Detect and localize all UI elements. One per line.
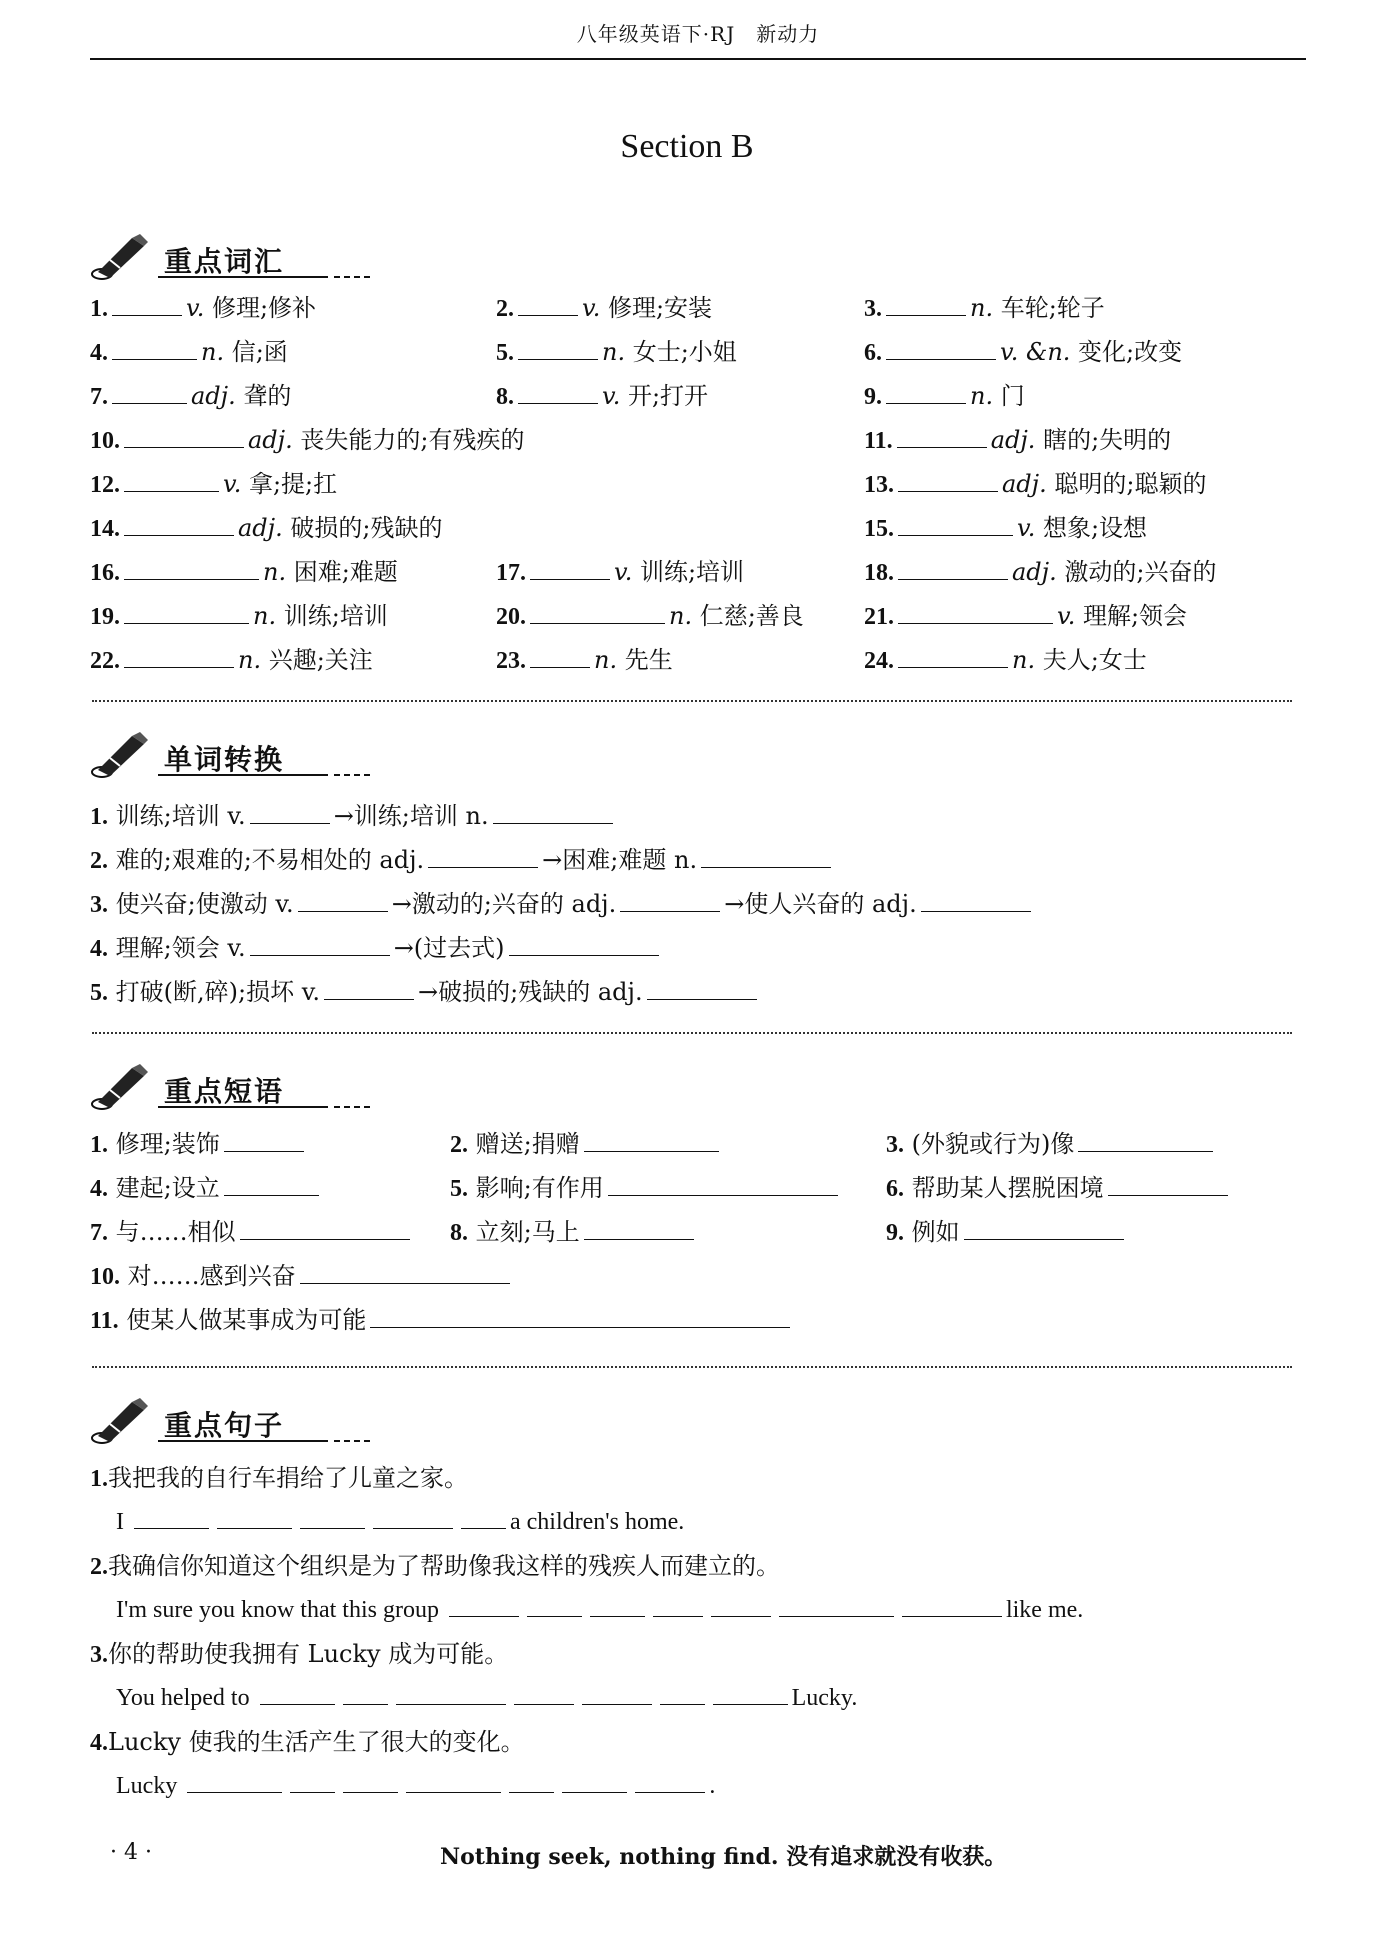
sentence-tail: like me.	[1005, 1597, 1084, 1623]
heading-underline-dashed	[334, 1106, 370, 1108]
answer-blank[interactable]	[530, 645, 590, 668]
sentence-blank[interactable]	[509, 1770, 554, 1793]
phrase-meaning: 影响;有作用	[468, 1174, 604, 1202]
sentence-english	[116, 1682, 857, 1714]
part-of-speech: v.	[614, 558, 633, 586]
part-of-speech: n.	[594, 646, 618, 674]
answer-blank[interactable]	[530, 557, 610, 580]
running-header: 八年级英语下·RJ 新动力	[576, 22, 820, 46]
part-of-speech: v.	[582, 294, 601, 322]
item-number: 23.	[496, 648, 526, 674]
section-heading-sentences	[88, 1396, 388, 1446]
part-of-speech: adj.	[238, 514, 283, 542]
pencil-icon	[88, 232, 158, 282]
item-number: 4.	[90, 1176, 108, 1202]
sentence-blank[interactable]	[713, 1682, 788, 1705]
part-of-speech: n.	[1012, 646, 1036, 674]
section-label: 重点短语	[164, 1075, 285, 1108]
item-number: 21.	[864, 604, 894, 630]
heading-underline	[158, 1440, 328, 1442]
sentence-english	[116, 1506, 684, 1538]
part-of-speech: n.	[201, 338, 225, 366]
vocab-item	[864, 556, 1216, 589]
phrase-meaning: (外貌或行为)像	[904, 1130, 1075, 1158]
item-number: 7.	[90, 1220, 108, 1246]
vocab-item	[496, 600, 804, 633]
answer-blank[interactable]	[897, 425, 987, 448]
answer-blank[interactable]	[124, 425, 244, 448]
sentence-chinese	[90, 1638, 508, 1671]
item-meaning: 车轮;轮子	[993, 294, 1105, 322]
item-meaning: 困难;难题	[286, 558, 398, 586]
conversion-source: 难的;艰难的;不易相处的 adj.	[108, 846, 425, 874]
page-number: · 4 ·	[110, 1840, 152, 1865]
footer-motto: Nothing seek, nothing find. 没有追求就没有收获。	[440, 1844, 1007, 1870]
vocab-item	[864, 644, 1147, 677]
sentence-blank[interactable]	[187, 1770, 282, 1793]
part-of-speech: adj.	[191, 382, 236, 410]
conversion-item	[90, 844, 835, 877]
item-number: 8.	[496, 384, 514, 410]
answer-blank[interactable]	[620, 889, 720, 912]
phrase-item	[90, 1172, 323, 1205]
vocab-item	[90, 292, 316, 325]
answer-blank[interactable]	[886, 293, 966, 316]
item-number: 9.	[886, 1220, 904, 1246]
phrase-meaning: 立刻;马上	[468, 1218, 580, 1246]
part-of-speech: v.	[602, 382, 621, 410]
answer-blank[interactable]	[493, 801, 613, 824]
answer-blank[interactable]	[124, 601, 249, 624]
section-title: Section B	[620, 128, 754, 165]
answer-blank[interactable]	[224, 1173, 319, 1196]
item-number: 5.	[450, 1176, 468, 1202]
item-meaning: 理解;领会	[1075, 602, 1188, 630]
sentence-blank[interactable]	[260, 1682, 335, 1705]
sentence-tail: a children's home.	[510, 1509, 685, 1535]
item-number: 14.	[90, 516, 120, 542]
section-label: 重点句子	[164, 1409, 285, 1442]
item-meaning: 先生	[617, 646, 673, 674]
item-meaning: 丧失能力的;有残疾的	[292, 426, 525, 454]
answer-blank[interactable]	[921, 889, 1031, 912]
vocab-item	[90, 644, 373, 677]
item-meaning: 聋的	[235, 382, 292, 410]
phrase-meaning: 帮助某人摆脱困境	[904, 1174, 1104, 1202]
item-number: 13.	[864, 472, 894, 498]
vocab-item	[90, 336, 288, 369]
conversion-item	[90, 800, 617, 833]
conversion-source: 使兴奋;使激动 v.	[108, 890, 294, 918]
answer-blank[interactable]	[428, 845, 538, 868]
sentence-tail: .	[709, 1773, 716, 1799]
answer-blank[interactable]	[584, 1129, 719, 1152]
sentence-prompt: 我把我的自行车捐给了儿童之家。	[108, 1464, 468, 1492]
item-number: 6.	[864, 340, 882, 366]
phrase-meaning: 建起;设立	[108, 1174, 220, 1202]
part-of-speech: n.	[970, 294, 994, 322]
section-heading-conversion	[88, 730, 388, 780]
sentence-blank[interactable]	[406, 1770, 501, 1793]
item-meaning: 想象;设想	[1035, 514, 1148, 542]
item-number: 2.	[90, 848, 108, 874]
part-of-speech: adj.	[248, 426, 293, 454]
answer-blank[interactable]	[647, 977, 757, 1000]
item-number: 5.	[90, 980, 108, 1006]
conversion-target: →困难;难题 n.	[542, 846, 698, 874]
item-number: 20.	[496, 604, 526, 630]
answer-blank[interactable]	[964, 1217, 1124, 1240]
item-number: 11.	[864, 428, 893, 454]
item-meaning: 修理;安装	[600, 294, 713, 322]
part-of-speech: adj.	[990, 426, 1036, 454]
item-number: 24.	[864, 648, 894, 674]
phrase-meaning: 修理;装饰	[108, 1130, 220, 1158]
item-number: 10.	[90, 428, 120, 454]
item-number: 7.	[90, 384, 108, 410]
sentence-blank[interactable]	[660, 1682, 705, 1705]
item-meaning: 开;打开	[620, 382, 709, 410]
answer-blank[interactable]	[886, 337, 996, 360]
item-meaning: 破损的;残缺的	[282, 514, 443, 542]
sentence-chinese	[90, 1462, 468, 1495]
item-number: 3.	[90, 1642, 108, 1668]
phrase-item	[90, 1216, 414, 1249]
item-number: 1.	[90, 296, 108, 322]
answer-blank[interactable]	[124, 513, 234, 536]
item-number: 1.	[90, 1466, 108, 1492]
part-of-speech: v.	[223, 470, 242, 498]
item-number: 18.	[864, 560, 894, 586]
vocab-item	[864, 424, 1171, 457]
sentence-lead: I	[116, 1509, 130, 1535]
part-of-speech: v.	[1057, 602, 1076, 630]
phrase-item	[450, 1216, 698, 1249]
item-meaning: 女士;小姐	[625, 338, 737, 366]
item-number: 4.	[90, 1730, 108, 1756]
header-rule	[90, 58, 1306, 60]
sentence-english	[116, 1594, 1083, 1626]
section-heading-vocab	[88, 232, 388, 282]
item-meaning: 激动的;兴奋的	[1056, 558, 1217, 586]
sentence-blank[interactable]	[779, 1594, 894, 1617]
item-number: 15.	[864, 516, 894, 542]
item-number: 16.	[90, 560, 120, 586]
vocab-item	[90, 468, 337, 501]
sentence-lead: You helped to	[116, 1685, 256, 1711]
answer-blank[interactable]	[124, 645, 234, 668]
item-meaning: 瞎的;失明的	[1035, 426, 1172, 454]
item-number: 12.	[90, 472, 120, 498]
vocab-item	[864, 512, 1147, 545]
answer-blank[interactable]	[250, 933, 390, 956]
item-number: 8.	[450, 1220, 468, 1246]
item-meaning: 聪明的;聪颖的	[1046, 470, 1207, 498]
answer-blank[interactable]	[898, 601, 1053, 624]
answer-blank[interactable]	[124, 557, 259, 580]
sentence-blank[interactable]	[134, 1506, 209, 1529]
answer-blank[interactable]	[112, 337, 197, 360]
answer-blank[interactable]	[250, 801, 330, 824]
vocab-item	[864, 336, 1182, 369]
answer-blank[interactable]	[298, 889, 388, 912]
answer-blank[interactable]	[518, 381, 598, 404]
vocab-item	[90, 556, 398, 589]
sentence-blank[interactable]	[590, 1594, 645, 1617]
answer-blank[interactable]	[898, 645, 1008, 668]
answer-blank[interactable]	[240, 1217, 410, 1240]
heading-underline	[158, 1106, 328, 1108]
item-number: 1.	[90, 1132, 108, 1158]
answer-blank[interactable]	[898, 513, 1013, 536]
conversion-item	[90, 932, 663, 965]
dotted-divider	[92, 700, 1292, 702]
item-number: 2.	[496, 296, 514, 322]
phrase-item	[886, 1172, 1232, 1205]
sentence-blank[interactable]	[653, 1594, 703, 1617]
phrase-item	[886, 1128, 1217, 1161]
sentence-english	[116, 1770, 715, 1802]
answer-blank[interactable]	[518, 337, 598, 360]
vocab-item	[90, 512, 442, 545]
conversion-source: 理解;领会 v.	[108, 934, 246, 962]
dotted-divider	[92, 1366, 1292, 1368]
vocab-item	[496, 644, 673, 677]
sentence-blank[interactable]	[217, 1506, 292, 1529]
answer-blank[interactable]	[112, 381, 187, 404]
sentence-blank[interactable]	[527, 1594, 582, 1617]
item-meaning: 仁慈;善良	[692, 602, 804, 630]
item-number: 5.	[496, 340, 514, 366]
part-of-speech: adj.	[1002, 470, 1047, 498]
conversion-target: →激动的;兴奋的 adj.	[391, 890, 617, 918]
item-meaning: 信;函	[224, 338, 288, 366]
phrase-meaning: 赠送;捐赠	[468, 1130, 580, 1158]
sentence-blank[interactable]	[582, 1682, 652, 1705]
conversion-target: →(过去式)	[393, 934, 505, 962]
sentence-prompt: 我确信你知道这个组织是为了帮助像我这样的残疾人而建立的。	[108, 1552, 780, 1580]
answer-blank[interactable]	[608, 1173, 838, 1196]
answer-blank[interactable]	[124, 469, 219, 492]
answer-blank[interactable]	[1078, 1129, 1213, 1152]
section-label: 单词转换	[164, 743, 285, 776]
conversion-item	[90, 976, 761, 1009]
phrase-item	[450, 1172, 842, 1205]
phrase-meaning: 例如	[904, 1218, 960, 1246]
sentence-blank[interactable]	[514, 1682, 574, 1705]
vocab-item	[90, 380, 291, 413]
conversion-target-2: →使人兴奋的 adj.	[724, 890, 917, 918]
item-number: 22.	[90, 648, 120, 674]
sentence-blank[interactable]	[396, 1682, 506, 1705]
item-number: 2.	[450, 1132, 468, 1158]
sentence-blank[interactable]	[461, 1506, 506, 1529]
vocab-item	[864, 468, 1206, 501]
phrase-meaning: 对……感到兴奋	[120, 1262, 296, 1290]
sentence-blank[interactable]	[373, 1506, 453, 1529]
conversion-source: 训练;培训 v.	[108, 802, 246, 830]
vocab-item	[496, 336, 737, 369]
sentence-lead: I'm sure you know that this group	[116, 1597, 445, 1623]
item-meaning: 修理;修补	[204, 294, 317, 322]
part-of-speech: v.	[186, 294, 205, 322]
sentence-blank[interactable]	[562, 1770, 627, 1793]
section-label: 重点词汇	[164, 245, 285, 278]
part-of-speech: adj.	[1012, 558, 1057, 586]
conversion-target: →破损的;残缺的 adj.	[418, 978, 643, 1006]
sentence-blank[interactable]	[635, 1770, 705, 1793]
item-meaning: 门	[993, 382, 1025, 410]
vocab-item	[496, 556, 744, 589]
answer-blank[interactable]	[898, 557, 1008, 580]
vocab-item	[496, 292, 712, 325]
sentence-blank[interactable]	[343, 1770, 398, 1793]
phrase-item	[90, 1260, 514, 1293]
part-of-speech: v. &n.	[1000, 338, 1071, 366]
section-heading-phrases	[88, 1062, 388, 1112]
answer-blank[interactable]	[530, 601, 665, 624]
item-meaning: 变化;改变	[1070, 338, 1183, 366]
item-meaning: 兴趣;关注	[261, 646, 373, 674]
answer-blank[interactable]	[324, 977, 414, 1000]
pencil-icon	[88, 1062, 158, 1112]
pencil-icon	[88, 1396, 158, 1446]
vocab-item	[864, 292, 1105, 325]
vocab-item	[864, 380, 1025, 413]
answer-blank[interactable]	[898, 469, 998, 492]
vocab-item	[90, 424, 524, 457]
item-meaning: 训练;培训	[276, 602, 388, 630]
item-number: 11.	[90, 1308, 119, 1334]
answer-blank[interactable]	[224, 1129, 304, 1152]
answer-blank[interactable]	[1108, 1173, 1228, 1196]
item-number: 17.	[496, 560, 526, 586]
conversion-target: →训练;培训 n.	[333, 802, 489, 830]
part-of-speech: n.	[263, 558, 287, 586]
heading-underline-dashed	[334, 774, 370, 776]
conversion-source: 打破(断,碎);损坏 v.	[108, 978, 321, 1006]
answer-blank[interactable]	[886, 381, 966, 404]
sentence-blank[interactable]	[711, 1594, 771, 1617]
part-of-speech: n.	[970, 382, 994, 410]
item-number: 19.	[90, 604, 120, 630]
vocab-item	[864, 600, 1187, 633]
sentence-prompt: Lucky 使我的生活产生了很大的变化。	[108, 1728, 525, 1756]
sentence-chinese	[90, 1550, 780, 1583]
sentence-blank[interactable]	[449, 1594, 519, 1617]
sentence-blank[interactable]	[343, 1682, 388, 1705]
answer-blank[interactable]	[112, 293, 182, 316]
item-meaning: 拿;提;扛	[241, 470, 338, 498]
sentence-blank[interactable]	[902, 1594, 1002, 1617]
phrase-item	[90, 1128, 308, 1161]
item-number: 2.	[90, 1554, 108, 1580]
phrase-meaning: 与……相似	[108, 1218, 236, 1246]
phrase-item	[886, 1216, 1128, 1249]
heading-underline	[158, 276, 328, 278]
item-number: 10.	[90, 1264, 120, 1290]
sentence-blank[interactable]	[300, 1506, 365, 1529]
answer-blank[interactable]	[300, 1261, 510, 1284]
answer-blank[interactable]	[584, 1217, 694, 1240]
item-number: 4.	[90, 340, 108, 366]
sentence-chinese	[90, 1726, 525, 1759]
sentence-lead: Lucky	[116, 1773, 184, 1799]
answer-blank[interactable]	[509, 933, 659, 956]
part-of-speech: n.	[669, 602, 693, 630]
item-number: 9.	[864, 384, 882, 410]
heading-underline	[158, 774, 328, 776]
phrase-item	[90, 1304, 794, 1337]
item-number: 4.	[90, 936, 108, 962]
dotted-divider	[92, 1032, 1292, 1034]
item-number: 3.	[90, 892, 108, 918]
part-of-speech: n.	[602, 338, 626, 366]
sentence-blank[interactable]	[290, 1770, 335, 1793]
part-of-speech: n.	[253, 602, 277, 630]
part-of-speech: v.	[1017, 514, 1036, 542]
heading-underline-dashed	[334, 1440, 370, 1442]
item-meaning: 夫人;女士	[1035, 646, 1147, 674]
item-number: 3.	[886, 1132, 904, 1158]
heading-underline-dashed	[334, 276, 370, 278]
item-meaning: 训练;培训	[632, 558, 745, 586]
answer-blank[interactable]	[701, 845, 831, 868]
part-of-speech: n.	[238, 646, 262, 674]
phrase-meaning: 使某人做某事成为可能	[118, 1306, 367, 1334]
item-number: 6.	[886, 1176, 904, 1202]
vocab-item	[496, 380, 708, 413]
sentence-prompt: 你的帮助使我拥有 Lucky 成为可能。	[108, 1640, 509, 1668]
answer-blank[interactable]	[370, 1305, 790, 1328]
item-number: 1.	[90, 804, 108, 830]
conversion-item	[90, 888, 1035, 921]
pencil-icon	[88, 730, 158, 780]
sentence-tail: Lucky.	[791, 1685, 858, 1711]
vocab-item	[90, 600, 388, 633]
item-number: 3.	[864, 296, 882, 322]
phrase-item	[450, 1128, 723, 1161]
answer-blank[interactable]	[518, 293, 578, 316]
